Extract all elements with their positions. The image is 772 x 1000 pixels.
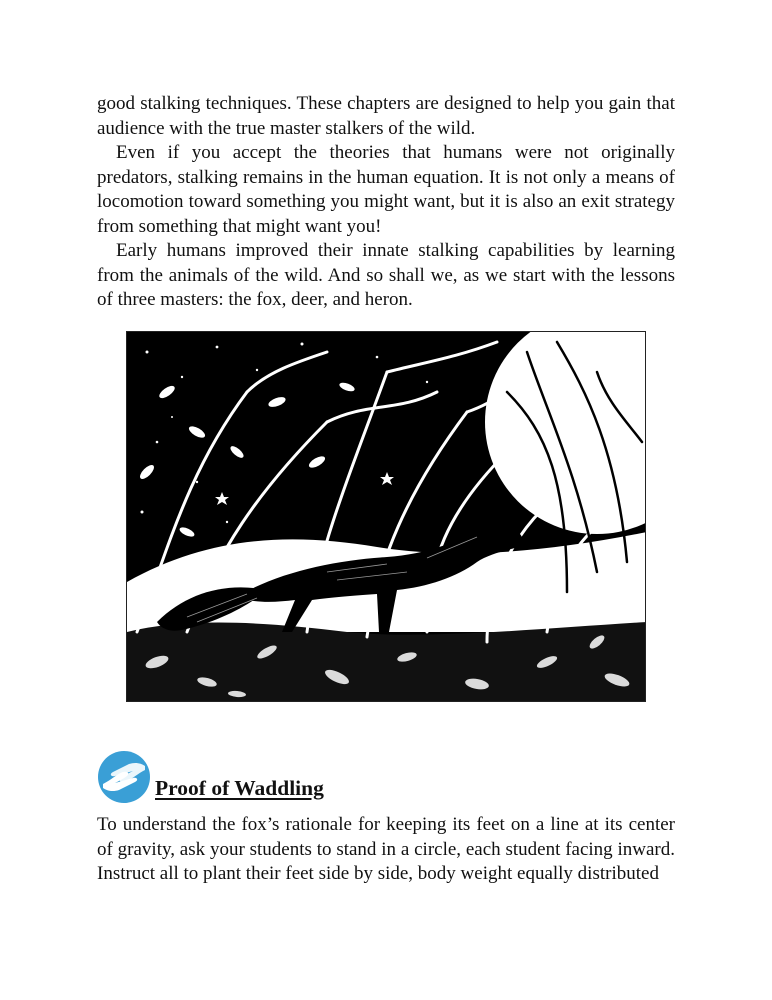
- paragraph-continued: good stalking techniques. These chapters are designed to help you gain that audience with the true master stalkers of the wild.: [97, 93, 675, 139]
- text-block-bottom: [97, 813, 675, 887]
- section-title: Proof of Waddling: [155, 776, 324, 800]
- paragraph-fox-rationale: To understand the fox’s rationale for keeping its feet on a line at its center of gravity, ask your students to stand in a circle, each student facing inward. Instruct all to plant their feet side by side, body weight equally distributed: [97, 814, 675, 884]
- helping-hands-icon: [97, 750, 151, 804]
- fox-illustration: [126, 331, 646, 702]
- paragraph-three-masters: Early humans improved their innate stalking capabilities by learning from the animals of the wild. And so shall we, as we start with the lessons of three masters: the fox, deer, and heron.: [97, 240, 675, 310]
- section-heading: [97, 748, 675, 808]
- fox-in-forest-night-illustration: [127, 332, 646, 702]
- text-block-top: [97, 92, 675, 313]
- paragraph-stalking-equation: Even if you accept the theories that humans were not originally predators, stalking remains in the human equation. It is not only a means of locomotion toward something you might want, but it is also an exit strategy from something that might want you!: [97, 142, 675, 237]
